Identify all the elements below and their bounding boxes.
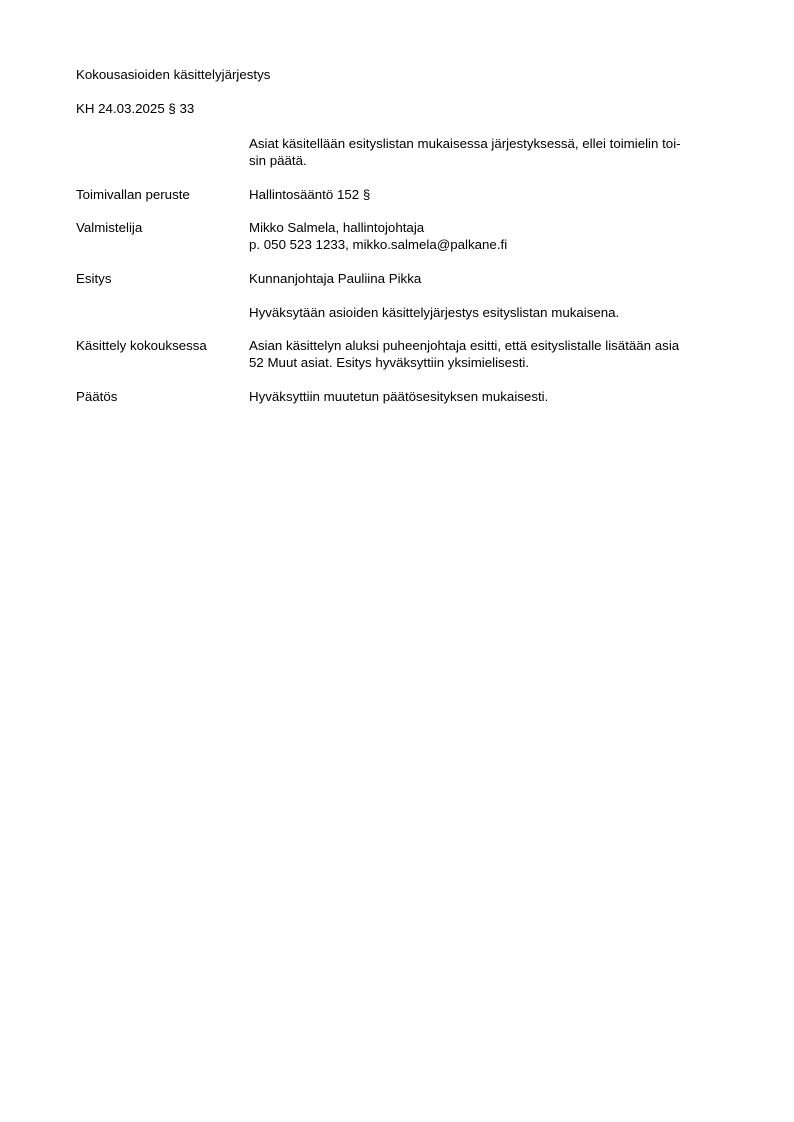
valmistelija-label: Valmistelija (76, 220, 143, 235)
valmistelija-value (249, 219, 728, 253)
intro-line-1: Asiat käsitellään esityslistan mukaisessa järjestyksessä, ellei toimielin toi- (249, 136, 681, 151)
meeting-reference: KH 24.03.2025 § 33 (76, 101, 195, 116)
paatos-value (249, 388, 728, 405)
valmistelija-line-1: Mikko Salmela, hallintojohtaja (249, 220, 425, 235)
esitys-label: Esitys (76, 271, 112, 286)
intro-text (249, 135, 728, 169)
paatos-line-1: Hyväksyttiin muutetun päätösesityksen mukaisesti. (249, 389, 549, 404)
esitys-value (249, 270, 728, 287)
esitys-proposal (249, 304, 728, 321)
kasittely-line-2: 52 Muut asiat. Esitys hyväksyttiin yksimielisesti. (249, 355, 530, 370)
valmistelija-line-2: p. 050 523 1233, mikko.salmela@palkane.fi (249, 237, 508, 252)
kasittely-label: Käsittely kokouksessa (76, 338, 207, 353)
document-title: Kokousasioiden käsittelyjärjestys (76, 67, 271, 82)
intro-line-2: sin päätä. (249, 153, 307, 168)
paatos-label: Päätös (76, 389, 118, 404)
kasittely-value (249, 337, 728, 371)
toimivalta-label: Toimivallan peruste (76, 187, 190, 202)
esitys-line-1: Kunnanjohtaja Pauliina Pikka (249, 271, 422, 286)
kasittely-line-1: Asian käsittelyn aluksi puheenjohtaja esitti, että esityslistalle lisätään asia (249, 338, 680, 353)
esitys-proposal-line: Hyväksytään asioiden käsittelyjärjestys esityslistan mukaisena. (249, 305, 620, 320)
toimivalta-value (249, 186, 728, 203)
toimivalta-line-1: Hallintosääntö 152 § (249, 187, 371, 202)
